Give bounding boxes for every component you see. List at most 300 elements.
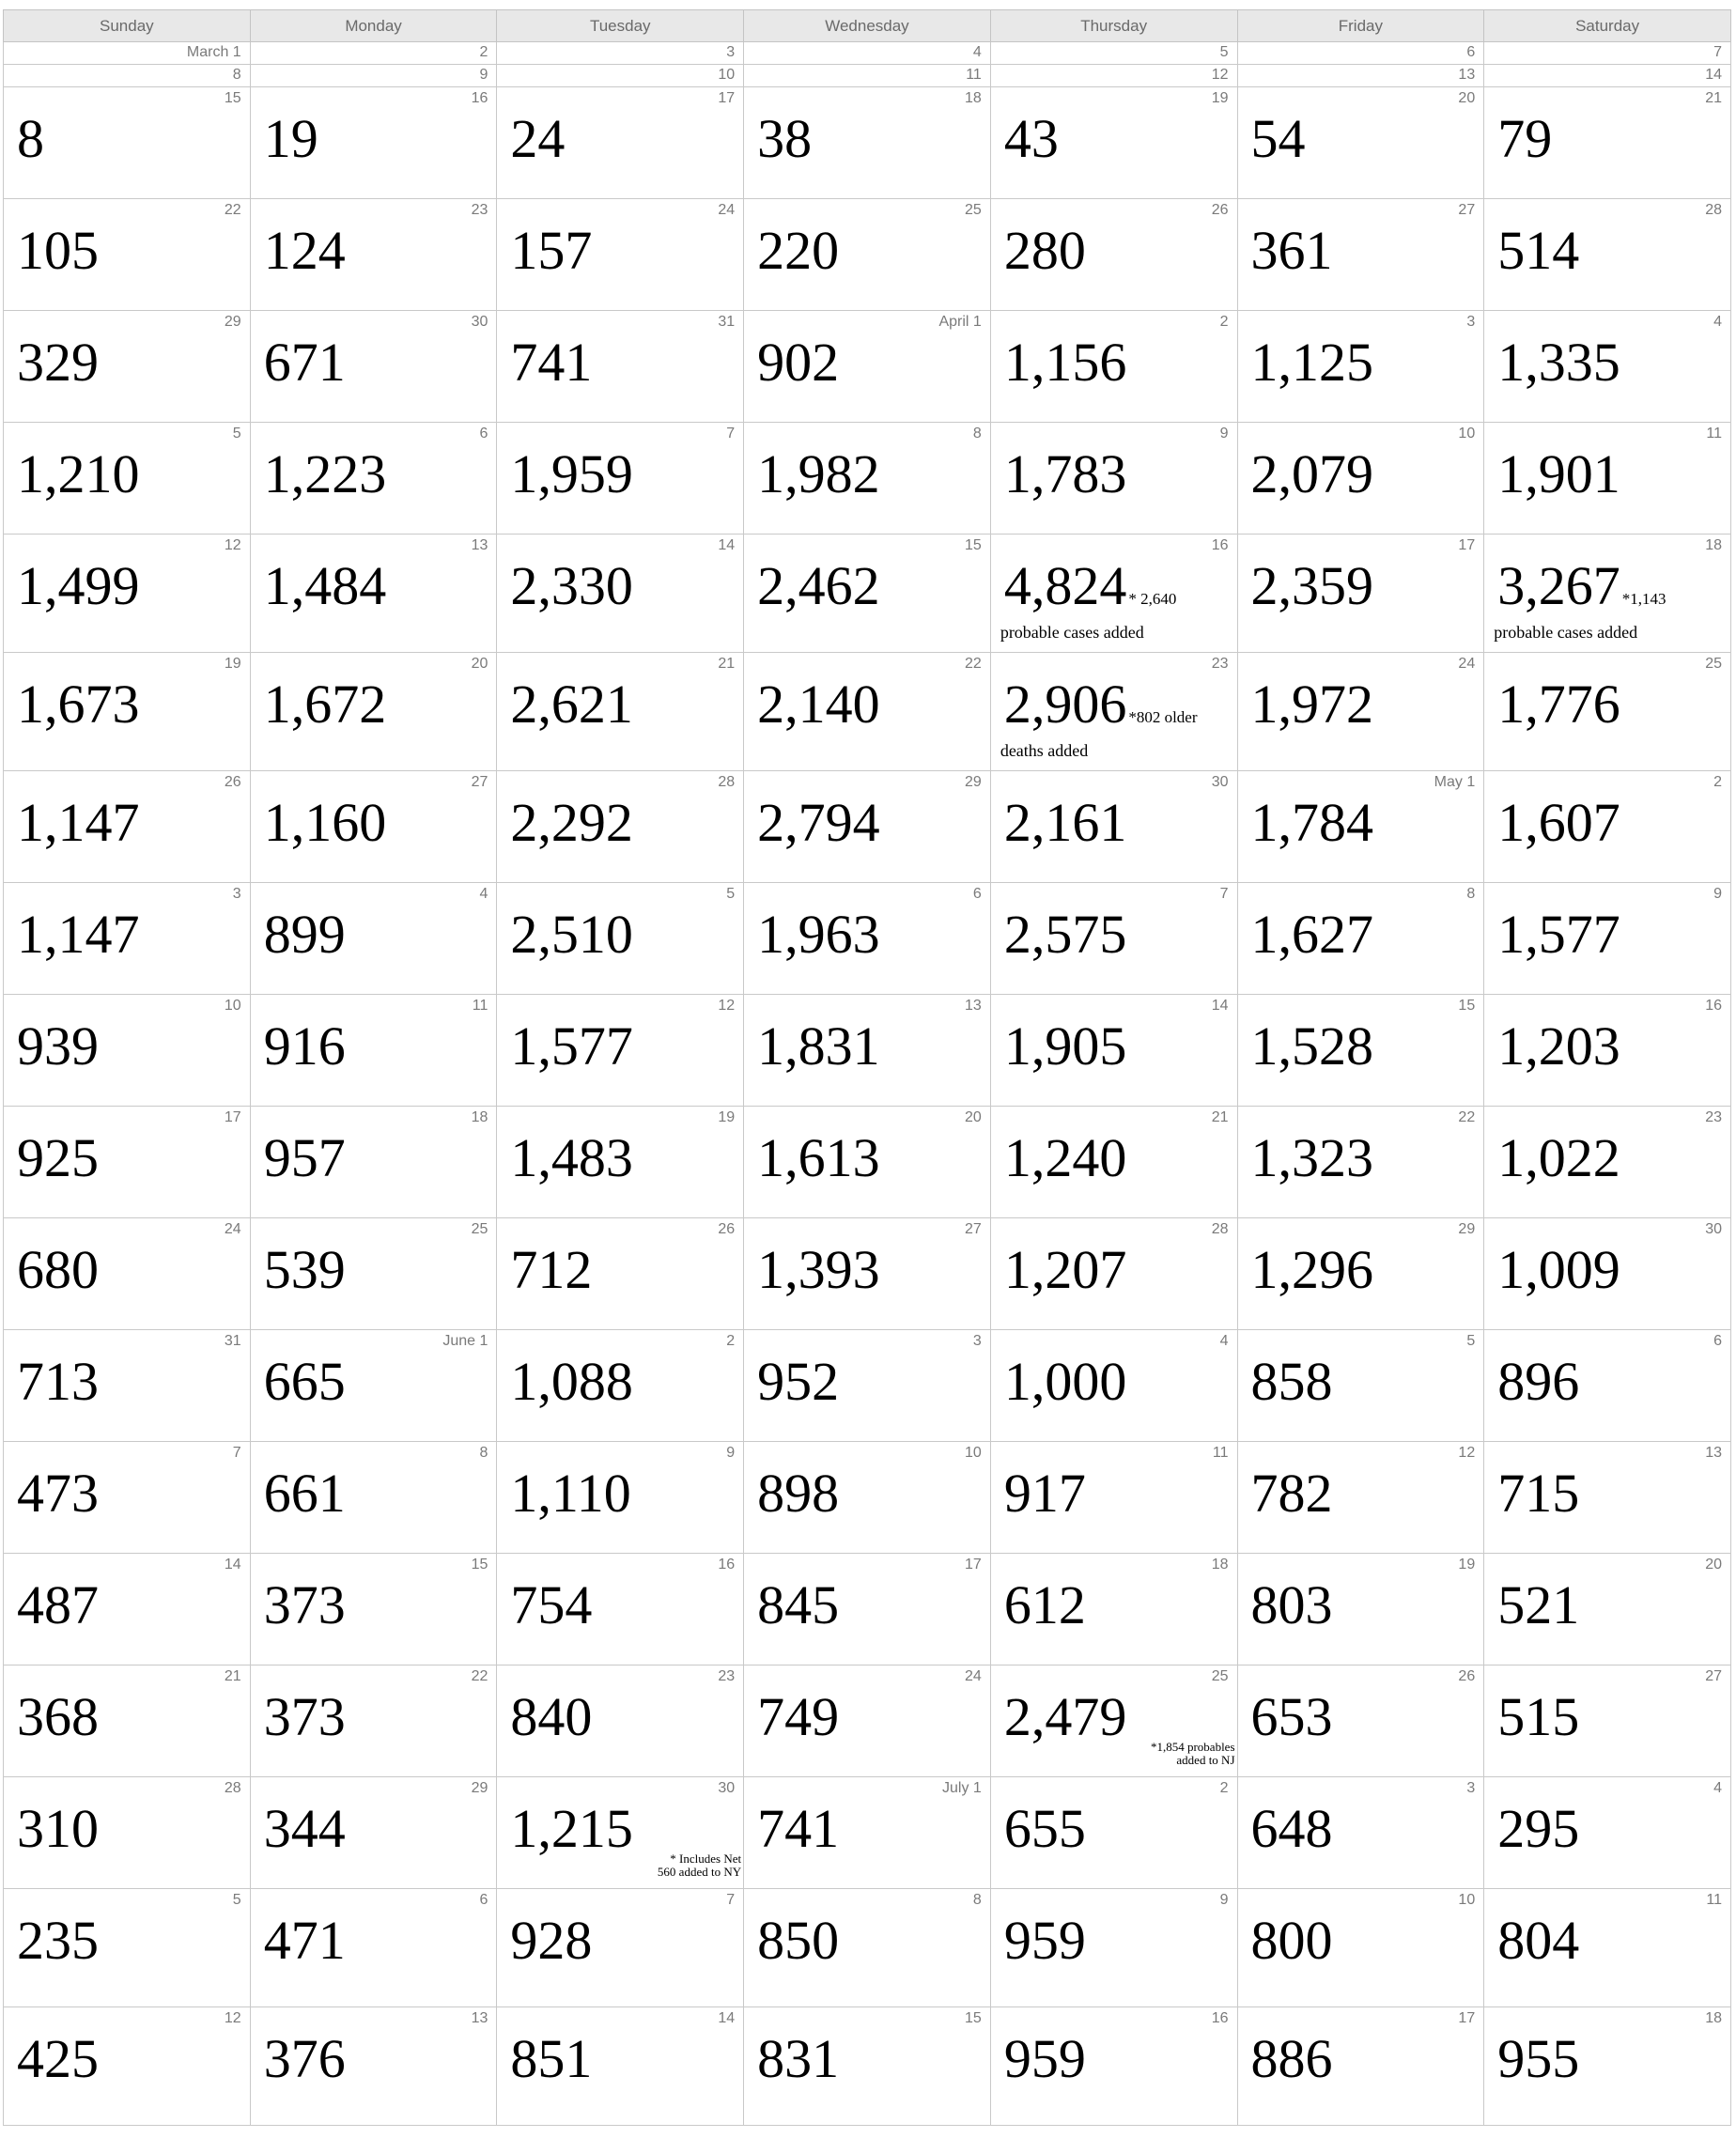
daily-count [17, 1463, 99, 1524]
daily-count [510, 443, 633, 504]
day-cell [1484, 1777, 1731, 1889]
day-number: 2 [1713, 774, 1722, 790]
day-cell [744, 883, 991, 995]
day-cell [4, 1777, 251, 1889]
day-cell [497, 311, 744, 423]
daily-count-value: 1,905 [1003, 1015, 1127, 1077]
daily-count-value: 1,000 [1003, 1351, 1127, 1412]
day-cell [744, 653, 991, 771]
footnote-text: *802 older [1128, 708, 1198, 726]
day-number: 29 [1458, 1221, 1476, 1237]
daily-count-value: 1,335 [1497, 332, 1620, 393]
daily-count [1003, 792, 1127, 853]
daily-count [1003, 1910, 1086, 1971]
day-number: 14 [1705, 67, 1722, 83]
day-cell [4, 65, 251, 87]
daily-count [757, 108, 813, 169]
day-cell [990, 534, 1237, 653]
daily-count-value: 1,323 [1250, 1127, 1374, 1188]
daily-count-value: 473 [17, 1463, 99, 1524]
footnote-text: *1,143 [1621, 590, 1666, 608]
week-row [4, 1442, 1731, 1554]
daily-count-value: 1,147 [17, 792, 140, 853]
day-cell [990, 995, 1237, 1107]
daily-count-value: 1,160 [263, 792, 387, 853]
daily-count [757, 332, 840, 393]
day-cell [1237, 1889, 1484, 2007]
daily-count [17, 1686, 99, 1747]
daily-count [263, 1463, 346, 1524]
daily-count [757, 674, 880, 735]
day-cell [4, 1107, 251, 1218]
daily-count-value: 800 [1250, 1910, 1333, 1971]
daily-count [510, 332, 593, 393]
day-number: 16 [1211, 537, 1229, 553]
day-number: 26 [224, 774, 241, 790]
daily-count-value: 661 [263, 1463, 346, 1524]
day-cell [744, 1442, 991, 1554]
day-number: 30 [471, 314, 488, 330]
daily-count-value: 310 [17, 1798, 99, 1859]
day-cell [1237, 1330, 1484, 1442]
day-cell [1484, 534, 1731, 653]
daily-count-value: 235 [17, 1910, 99, 1971]
daily-count-value: 1,215 [510, 1798, 633, 1859]
daily-count [263, 1239, 346, 1300]
daily-count-value: 19 [263, 108, 318, 169]
weekday-header: Thursday [990, 10, 1237, 42]
daily-count [1003, 1127, 1127, 1188]
daily-count [1003, 1798, 1086, 1859]
day-cell [4, 1665, 251, 1777]
week-row [4, 42, 1731, 65]
week-row [4, 1330, 1731, 1442]
daily-count-value: 845 [757, 1574, 840, 1635]
day-cell [1237, 534, 1484, 653]
daily-count [17, 674, 140, 735]
daily-count-value: 38 [757, 108, 813, 169]
footnote-line: added to NJ [1176, 1753, 1235, 1767]
daily-count [1003, 1574, 1086, 1635]
day-number: 14 [1211, 998, 1229, 1014]
daily-count [17, 1351, 99, 1412]
day-number: 23 [718, 1668, 736, 1684]
daily-count [1497, 220, 1580, 281]
day-cell [1237, 423, 1484, 534]
daily-count-value: 43 [1003, 108, 1059, 169]
daily-count-value: 368 [17, 1686, 99, 1747]
day-number: 19 [718, 1109, 736, 1125]
daily-count-value: 79 [1497, 108, 1553, 169]
day-number: 18 [1705, 537, 1722, 553]
daily-count-value: 902 [757, 332, 840, 393]
daily-count [1003, 1239, 1127, 1300]
daily-count-value: 1,499 [17, 555, 140, 616]
day-cell [990, 1889, 1237, 2007]
daily-count-value: 671 [263, 332, 346, 393]
daily-count [757, 904, 880, 965]
day-cell [744, 1218, 991, 1330]
day-number: 16 [1211, 2010, 1229, 2026]
day-cell [250, 771, 497, 883]
daily-count [17, 904, 140, 965]
daily-count [510, 108, 566, 169]
day-cell [1237, 771, 1484, 883]
daily-count [1003, 904, 1127, 965]
day-number: 7 [1713, 44, 1722, 60]
day-number: 22 [965, 656, 982, 672]
daily-count-value: 1,393 [757, 1239, 880, 1300]
day-cell [250, 653, 497, 771]
day-number: 9 [1219, 1892, 1229, 1908]
daily-count [263, 555, 387, 616]
day-cell [1484, 199, 1731, 311]
daily-count-value: 1,673 [17, 674, 140, 735]
daily-count-value: 2,794 [757, 792, 880, 853]
day-cell [1484, 1442, 1731, 1554]
day-number: 30 [1705, 1221, 1722, 1237]
day-cell [250, 995, 497, 1107]
day-number: 17 [1458, 537, 1476, 553]
day-number: 29 [224, 314, 241, 330]
day-number: 15 [224, 90, 241, 106]
day-cell [744, 995, 991, 1107]
daily-count [17, 1574, 99, 1635]
day-cell [1237, 1554, 1484, 1665]
daily-count-value: 2,621 [510, 674, 633, 735]
daily-count [757, 443, 880, 504]
daily-count [1497, 1463, 1580, 1524]
daily-count [17, 2028, 99, 2089]
day-cell [250, 534, 497, 653]
day-number: 20 [1458, 90, 1476, 106]
day-number: 7 [726, 1892, 736, 1908]
daily-count-value: 1,240 [1003, 1127, 1127, 1188]
daily-count [263, 2028, 346, 2089]
daily-count [1250, 108, 1306, 169]
day-cell [1237, 1218, 1484, 1330]
daily-count [757, 1910, 840, 1971]
daily-count [1250, 1351, 1333, 1412]
daily-count [263, 1686, 346, 1747]
daily-count-value: 1,022 [1497, 1127, 1620, 1188]
day-cell [497, 771, 744, 883]
day-cell [1484, 1665, 1731, 1777]
daily-count [1250, 443, 1374, 504]
footnote-text: * 2,640 [1128, 590, 1177, 608]
daily-count-value: 220 [757, 220, 840, 281]
daily-count [263, 332, 346, 393]
week-row [4, 1889, 1731, 2007]
footnote-line: *1,854 probables [1150, 1740, 1235, 1754]
daily-count-value: 329 [17, 332, 99, 393]
day-cell [4, 1554, 251, 1665]
day-cell [4, 311, 251, 423]
day-number: 27 [965, 1221, 982, 1237]
daily-count [510, 1798, 633, 1859]
day-number: 17 [224, 1109, 241, 1125]
daily-count-value: 2,906 [1003, 674, 1127, 735]
daily-count [1003, 108, 1059, 169]
day-cell [744, 1777, 991, 1889]
daily-count-value: 157 [510, 220, 593, 281]
daily-count [1250, 674, 1374, 735]
day-cell [250, 1665, 497, 1777]
week-row [4, 87, 1731, 199]
daily-count-value: 2,359 [1250, 555, 1374, 616]
day-cell [1484, 653, 1731, 771]
daily-count-value: 749 [757, 1686, 840, 1747]
day-number: March 1 [186, 44, 241, 60]
day-number: 15 [471, 1557, 488, 1573]
day-cell [250, 1330, 497, 1442]
daily-count [510, 1686, 593, 1747]
day-number: 12 [1458, 1445, 1476, 1461]
day-number: 5 [232, 426, 241, 442]
daily-count [1003, 674, 1198, 735]
daily-count-value: 8 [17, 108, 44, 169]
day-number: 3 [726, 44, 736, 60]
day-number: 29 [471, 1780, 488, 1796]
day-number: 28 [1705, 202, 1722, 218]
daily-count [757, 220, 840, 281]
day-number: 23 [1705, 1109, 1722, 1125]
day-cell [990, 1777, 1237, 1889]
day-cell [250, 199, 497, 311]
daily-count-value: 648 [1250, 1798, 1333, 1859]
day-cell [990, 653, 1237, 771]
daily-count [1497, 1015, 1620, 1077]
day-number: April 1 [938, 314, 982, 330]
day-number: 13 [965, 998, 982, 1014]
day-cell [744, 65, 991, 87]
footnote-text: deaths added [1000, 741, 1089, 760]
day-cell [497, 1442, 744, 1554]
day-number: 5 [1466, 1333, 1476, 1349]
day-number: 16 [718, 1557, 736, 1573]
week-row [4, 2007, 1731, 2126]
day-number: 11 [472, 998, 488, 1014]
day-cell [1237, 199, 1484, 311]
daily-count [1497, 674, 1620, 735]
daily-count-value: 515 [1497, 1686, 1580, 1747]
daily-count-value: 295 [1497, 1798, 1580, 1859]
daily-count-value: 959 [1003, 2028, 1086, 2089]
daily-count-value: 2,292 [510, 792, 633, 853]
day-number: 3 [1466, 1780, 1476, 1796]
day-cell [497, 1218, 744, 1330]
day-cell [250, 87, 497, 199]
daily-count-value: 54 [1250, 108, 1306, 169]
day-number: 20 [471, 656, 488, 672]
day-number: 24 [718, 202, 736, 218]
daily-count [757, 1798, 840, 1859]
day-number: 4 [1713, 314, 1722, 330]
day-number: 25 [965, 202, 982, 218]
daily-count [1003, 332, 1127, 393]
daily-count-value: 803 [1250, 1574, 1333, 1635]
day-cell [990, 1330, 1237, 1442]
day-cell [497, 1554, 744, 1665]
daily-count-value: 1,210 [17, 443, 140, 504]
day-cell [497, 2007, 744, 2126]
footnote-text [658, 1852, 741, 1879]
day-cell [497, 653, 744, 771]
day-cell [497, 883, 744, 995]
day-cell [744, 1107, 991, 1218]
day-number: 19 [1211, 90, 1229, 106]
day-cell [744, 2007, 991, 2126]
week-row [4, 883, 1731, 995]
daily-count-value: 2,079 [1250, 443, 1374, 504]
day-cell [497, 1107, 744, 1218]
day-cell [4, 87, 251, 199]
daily-count [757, 792, 880, 853]
daily-count-value: 928 [510, 1910, 593, 1971]
day-cell [4, 199, 251, 311]
daily-count-value: 754 [510, 1574, 593, 1635]
day-number: 30 [1211, 774, 1229, 790]
day-number: 3 [232, 886, 241, 902]
daily-count-value: 1,483 [510, 1127, 633, 1188]
day-number: 24 [224, 1221, 241, 1237]
daily-count-value: 899 [263, 904, 346, 965]
daily-count [263, 1798, 346, 1859]
day-number: 28 [224, 1780, 241, 1796]
day-cell [990, 423, 1237, 534]
day-number: 11 [966, 67, 982, 83]
daily-count-value: 2,330 [510, 555, 633, 616]
daily-count [263, 792, 387, 853]
day-number: 9 [1219, 426, 1229, 442]
day-number: 6 [479, 426, 488, 442]
day-cell [744, 1554, 991, 1665]
day-number: 12 [224, 2010, 241, 2026]
week-row [4, 311, 1731, 423]
daily-count [757, 1239, 880, 1300]
daily-count [17, 1127, 99, 1188]
day-cell [1484, 1889, 1731, 2007]
day-number: 5 [726, 886, 736, 902]
day-number: 3 [1466, 314, 1476, 330]
daily-count [1003, 2028, 1086, 2089]
daily-count [1250, 332, 1374, 393]
day-cell [250, 1107, 497, 1218]
daily-count-value: 741 [510, 332, 593, 393]
daily-count [263, 1127, 346, 1188]
daily-count [263, 674, 387, 735]
day-number: 17 [1458, 2010, 1476, 2026]
daily-count [1250, 1239, 1374, 1300]
day-cell [4, 1889, 251, 2007]
day-cell [990, 199, 1237, 311]
daily-count [757, 2028, 840, 2089]
day-number: 13 [471, 537, 488, 553]
daily-count-value: 2,140 [757, 674, 880, 735]
day-number: 15 [1458, 998, 1476, 1014]
day-number: 2 [479, 44, 488, 60]
day-cell [497, 1889, 744, 2007]
day-number: 8 [1466, 886, 1476, 902]
daily-count [1497, 1574, 1580, 1635]
day-number: 24 [965, 1668, 982, 1684]
day-cell [4, 1218, 251, 1330]
daily-count [510, 2028, 593, 2089]
day-number: 10 [1458, 426, 1476, 442]
day-number: 9 [479, 67, 488, 83]
calendar-body [4, 42, 1731, 2126]
day-cell [4, 423, 251, 534]
day-cell [1237, 42, 1484, 65]
day-number: 6 [972, 886, 982, 902]
day-cell [4, 42, 251, 65]
day-number: 6 [479, 1892, 488, 1908]
daily-count [510, 1239, 593, 1300]
daily-count [1250, 1574, 1333, 1635]
daily-count [17, 792, 140, 853]
weekday-header-row [4, 10, 1731, 42]
day-number: 26 [718, 1221, 736, 1237]
daily-count-value: 521 [1497, 1574, 1580, 1635]
day-cell [250, 1889, 497, 2007]
day-number: 8 [972, 426, 982, 442]
day-number: 27 [1458, 202, 1476, 218]
day-cell [1484, 2007, 1731, 2126]
daily-count [1497, 443, 1620, 504]
daily-count-value: 344 [263, 1798, 346, 1859]
day-number: 14 [224, 1557, 241, 1573]
day-cell [250, 423, 497, 534]
day-cell [744, 199, 991, 311]
daily-count [757, 1463, 840, 1524]
day-cell [1484, 42, 1731, 65]
daily-count-value: 886 [1250, 2028, 1333, 2089]
daily-count-value: 741 [757, 1798, 840, 1859]
day-cell [990, 42, 1237, 65]
day-number: 14 [718, 2010, 736, 2026]
daily-count [17, 1015, 99, 1077]
daily-count [17, 332, 99, 393]
daily-count-value: 2,479 [1003, 1686, 1127, 1747]
daily-count-value: 1,577 [1497, 904, 1620, 965]
day-cell [990, 65, 1237, 87]
day-number: 3 [972, 1333, 982, 1349]
daily-count-value: 1,203 [1497, 1015, 1620, 1077]
day-cell [990, 1554, 1237, 1665]
daily-count [1250, 220, 1333, 281]
day-number: 10 [1458, 1892, 1476, 1908]
week-row [4, 423, 1731, 534]
daily-count-value: 1,125 [1250, 332, 1374, 393]
daily-count-value: 1,607 [1497, 792, 1620, 853]
daily-count-value: 680 [17, 1239, 99, 1300]
daily-count [510, 904, 633, 965]
daily-count-value: 1,784 [1250, 792, 1374, 853]
day-number: 9 [1713, 886, 1722, 902]
day-number: 12 [718, 998, 736, 1014]
daily-count-value: 957 [263, 1127, 346, 1188]
day-number: 17 [718, 90, 736, 106]
daily-count [263, 1015, 346, 1077]
day-number: 20 [1705, 1557, 1722, 1573]
day-number: 2 [1219, 1780, 1229, 1796]
daily-count [1250, 555, 1374, 616]
day-cell [744, 1889, 991, 2007]
daily-count-value: 804 [1497, 1910, 1580, 1971]
day-cell [250, 311, 497, 423]
daily-count [510, 674, 633, 735]
week-row [4, 771, 1731, 883]
